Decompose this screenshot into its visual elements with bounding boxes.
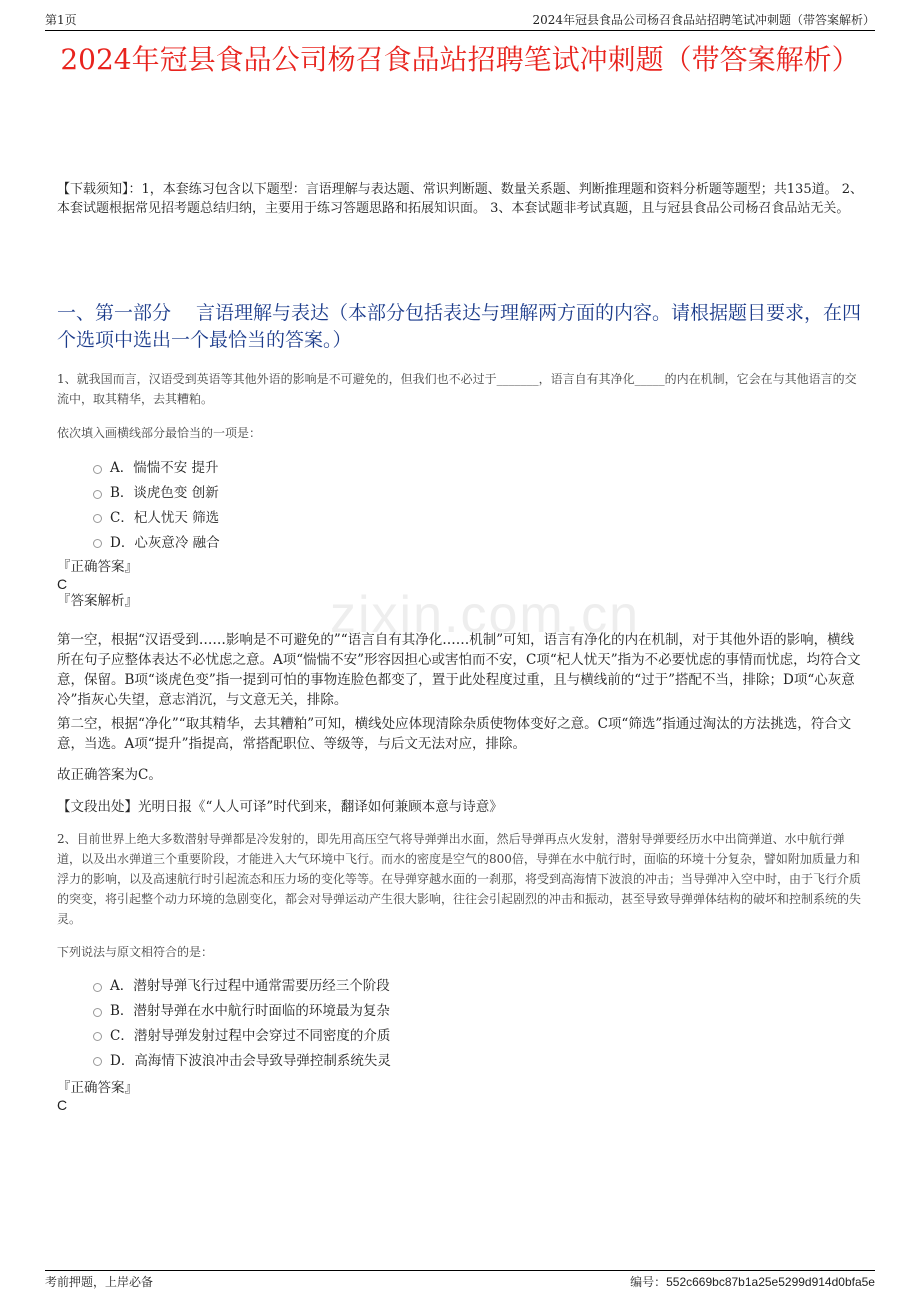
radio-icon[interactable] [93,1008,102,1017]
document-title: 2024年冠县食品公司杨召食品站招聘笔试冲刺题（带答案解析） [60,43,860,76]
question-2-options [93,972,391,1071]
question-1-answer [57,559,138,610]
text-source: 【文段出处】光明日报《“人人可译”时代到来，翻译如何兼顾本意与诗意》 [57,799,503,815]
footer-doc-id: 编号：552c669bc87b1a25e5299d914d0bfa5e [630,1275,875,1289]
analysis-conclusion: 故正确答案为C。 [57,767,162,783]
watermark: zixin.com.cn [330,586,641,644]
page-footer [45,1270,875,1291]
option-d[interactable] [93,1046,391,1071]
answer-value: C [57,1097,68,1113]
option-a[interactable] [93,454,220,479]
question-1-text: 1、就我国而言，汉语受到英语等其他外语的影响是不可避免的，但我们也不必过于_______，语言自有其净化_____的内在机制，它会在与其他语言的交流中，取其精华，去其糟粕。 [57,372,857,406]
option-b[interactable] [93,997,391,1022]
page-header [45,10,875,31]
option-letter: B． [110,485,134,502]
option-c[interactable] [93,1022,391,1047]
download-notice: 【下载须知】：1，本套练习包含以下题型：言语理解与表达题、常识判断题、数量关系题、判断推理题和资料分析题等题型；共135道。 2、本套试题根据常见招考题总结归纳，主要用于练习答题思路和拓展知识面。 3、本套试题非考试真题，且与冠县食品公司杨召食品站无关。 [57,182,863,216]
option-text: 谈虎色变 创新 [133,485,219,502]
option-d[interactable] [93,528,220,553]
page-number: 第1页 [45,13,77,27]
answer-label: 『正确答案』 [57,1080,138,1096]
radio-icon[interactable] [93,465,102,474]
header-doc-title: 2024年冠县食品公司杨召食品站招聘笔试冲刺题（带答案解析） [532,13,875,27]
question-2-answer [57,1080,138,1114]
option-text: 杞人忧天 筛选 [133,509,220,526]
footer-slogan: 考前押题，上岸必备 [45,1275,154,1289]
option-text: 潜射导弹在水中航行时面临的环境最为复杂 [133,1003,390,1020]
option-text: 潜射导弹飞行过程中通常需要历经三个阶段 [133,978,390,995]
option-letter: C． [110,509,134,526]
option-letter: B． [110,1003,134,1020]
question-1-options [93,454,220,553]
option-letter: C． [110,1027,134,1044]
radio-icon[interactable] [93,490,102,499]
option-text: 惴惴不安 提升 [133,460,219,477]
answer-label: 『正确答案』 [57,559,138,575]
radio-icon[interactable] [93,983,102,992]
radio-icon[interactable] [93,1032,102,1041]
option-c[interactable] [93,504,220,529]
option-b[interactable] [93,479,220,504]
radio-icon[interactable] [93,514,102,523]
option-letter: A． [110,460,134,477]
section-title: 一、第一部分 言语理解与表达（本部分包括表达与理解两方面的内容。请根据题目要求，在四个选项中选出一个最恰当的答案。） [57,302,862,351]
option-text: 高海情下波浪冲击会导致导弹控制系统失灵 [134,1052,391,1069]
option-a[interactable] [93,972,391,997]
option-text: 心灰意冷 融合 [134,534,220,551]
question-1-prompt: 依次填入画横线部分最恰当的一项是： [57,426,262,440]
analysis-label: 『答案解析』 [57,593,138,609]
radio-icon[interactable] [93,1057,102,1066]
radio-icon[interactable] [93,539,102,548]
option-letter: A． [110,978,134,995]
option-letter: D． [110,534,135,551]
option-text: 潜射导弹发射过程中会穿过不同密度的介质 [133,1027,391,1044]
question-2-prompt: 下列说法与原文相符合的是： [57,945,214,959]
answer-value: C [57,576,68,592]
option-letter: D． [110,1052,135,1069]
question-2-text: 2、目前世界上绝大多数潜射导弹都是冷发射的，即先用高压空气将导弹弹出水面，然后导弹再点火发射，潜射导弹要经历水中出筒弹道、水中航行弹道，以及出水弹道三个重要阶段，才能进入大气环境中飞行。而水的密度是空气的800倍，导弹在水中航行时，面临的环境十分复杂，譬如附加质量力和浮力的影响，以及高速航行时引起流态和压力场的变化等等。在导弹穿越水面的一刹那，将受到高海情下波浪的冲击；当导弹冲入空中时，由于飞行介质的突变，将引起整个动力环境的急剧变化，都会对导弹运动产生很大影响，往往会引起剧烈的冲击和振动，甚至导致导弹弹体结构的破坏和控制系统的失灵。 [57,832,862,926]
analysis-paragraph-2: 第二空，根据“净化”“取其精华，去其糟粕”可知，横线处应体现清除杂质使物体变好之意。C项“筛选”指通过淘汰的方法挑选，符合文意，当选。A项“提升”指提高，常搭配职位、等级等，与后文无法对应，排除。 [57,716,852,752]
analysis-paragraph-1: 第一空，根据“汉语受到……影响是不可避免的”“语言自有其净化……机制”可知，语言有净化的内在机制，对于其他外语的影响，横线所在句子应整体表达不必忧虑之意。A项“惴惴不安”形容因担心或害怕而不安，C项“杞人忧天”指为不必要忧虑的事情而忧虑，均符合文意，保留。B项“谈虎色变”指一提到可怕的事物连脸色都变了，置于此处程度过重，且与横线前的“过于”搭配不当，排除；D项“心灰意冷”指灰心失望，意志消沉，与文意无关，排除。 [57,632,861,708]
